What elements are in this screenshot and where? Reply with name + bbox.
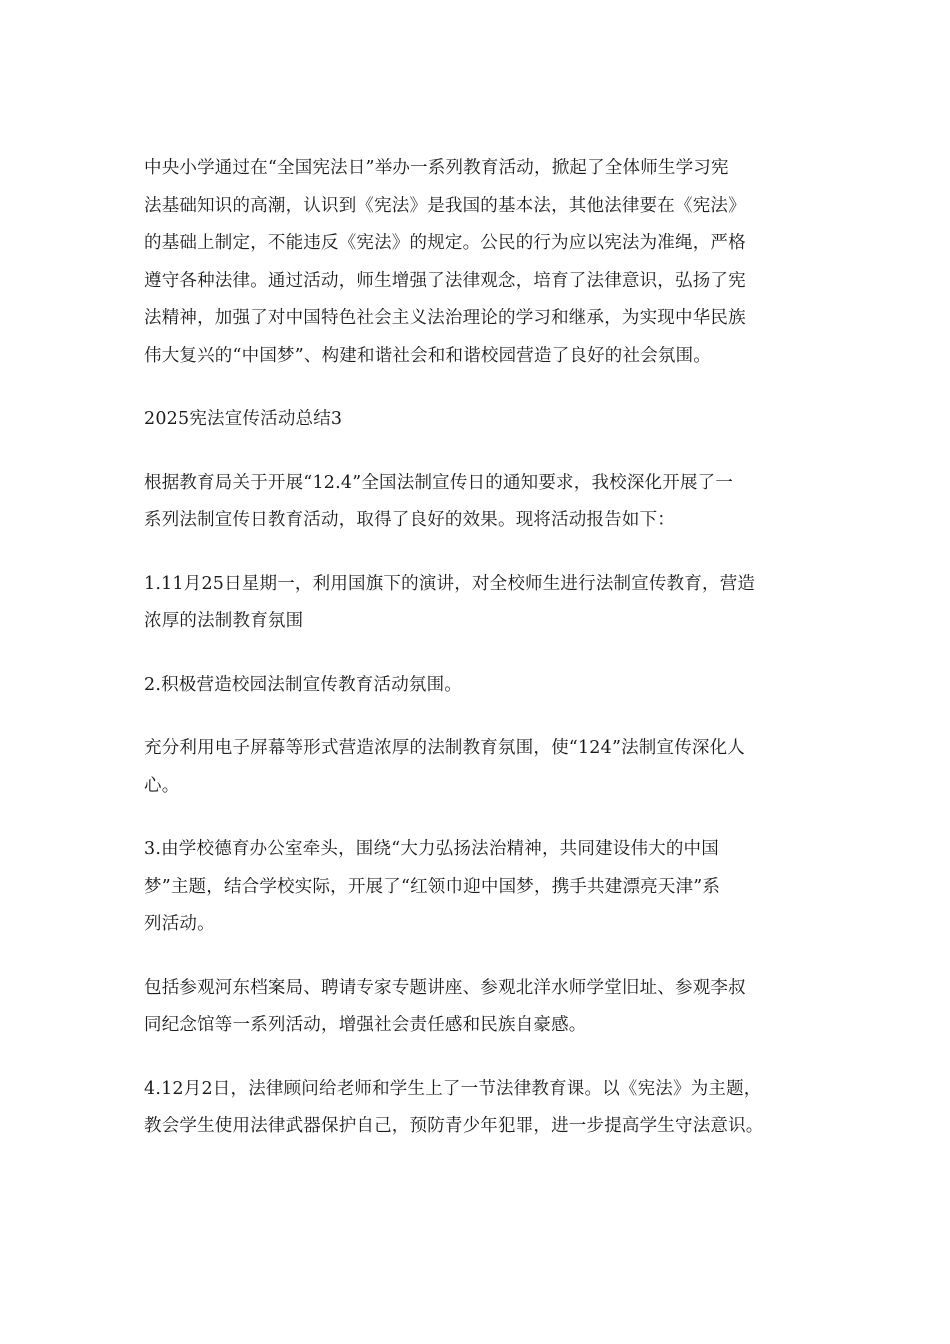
paragraph-intro [144,465,814,540]
text-line: 浓厚的法制教育氛围 [144,611,304,631]
text-line: 法基础知识的高潮，认识到《宪法》是我国的基本法，其他法律要在《宪法》 [144,195,746,216]
heading-text: 2025宪法宣传活动总结3 [144,409,343,429]
text-line: 同纪念馆等一系列活动，增强社会责任感和民族自豪感。 [144,1015,587,1035]
paragraph-item-3 [144,831,814,944]
text-line: 根据教育局关于开展“12.4”全国法制宣传日的通知要求，我校深化开展了一 [144,472,734,493]
text-line: 教会学生使用法律武器保护自己，预防青少年犯罪，进一步提高学生守法意识。 [144,1116,764,1136]
paragraph-item-3-detail [144,970,814,1045]
paragraph-item-4 [144,1071,814,1146]
text-line: 2.积极营造校园法制宣传教育活动氛围。 [144,674,462,695]
text-line: 1.11月25日星期一，利用国旗下的演讲，对全校师生进行法制宣传教育，营造 [144,573,756,594]
text-line: 法精神，加强了对中国特色社会主义法治理论的学习和继承，为实现中华民族 [144,308,746,328]
text-line: 4.12月2日，法律顾问给老师和学生上了一节法律教育课。以《宪法》为主题， [144,1078,762,1099]
paragraph-item-1 [144,566,814,641]
text-line: 3.由学校德育办公室牵头，围绕“大力弘扬法治精神，共同建设伟大的中国 [144,839,719,859]
section-heading [144,401,814,439]
text-line: 包括参观河东档案局、聘请专家专题讲座、参观北洋水师学堂旧址、参观李叔 [144,977,746,998]
text-line: 梦”主题，结合学校实际，开展了“红领巾迎中国梦，携手共建漂亮天津”系 [144,876,721,897]
text-line: 列活动。 [144,914,215,934]
text-line: 伟大复兴的“中国梦”、构建和谐社会和和谐校园营造了良好的社会氛围。 [144,345,711,366]
document-body [144,150,814,1172]
text-line: 遵守各种法律。通过活动，师生增强了法律观念，培育了法律意识，弘扬了宪 [144,270,746,291]
text-line: 心。 [144,775,180,796]
paragraph-summary [144,150,814,375]
text-line: 的基础上制定，不能违反《宪法》的规定。公民的行为应以宪法为准绳，严格 [144,233,746,253]
text-line: 中央小学通过在“全国宪法日”举办一系列教育活动，掀起了全体师生学习宪 [144,158,729,178]
text-line: 系列法制宣传日教育活动，取得了良好的效果。现将活动报告如下： [144,510,675,530]
paragraph-item-2-detail [144,730,814,805]
paragraph-item-2 [144,667,814,705]
text-line: 充分利用电子屏幕等形式营造浓厚的法制教育氛围，使“124”法制宣传深化人 [144,738,745,758]
